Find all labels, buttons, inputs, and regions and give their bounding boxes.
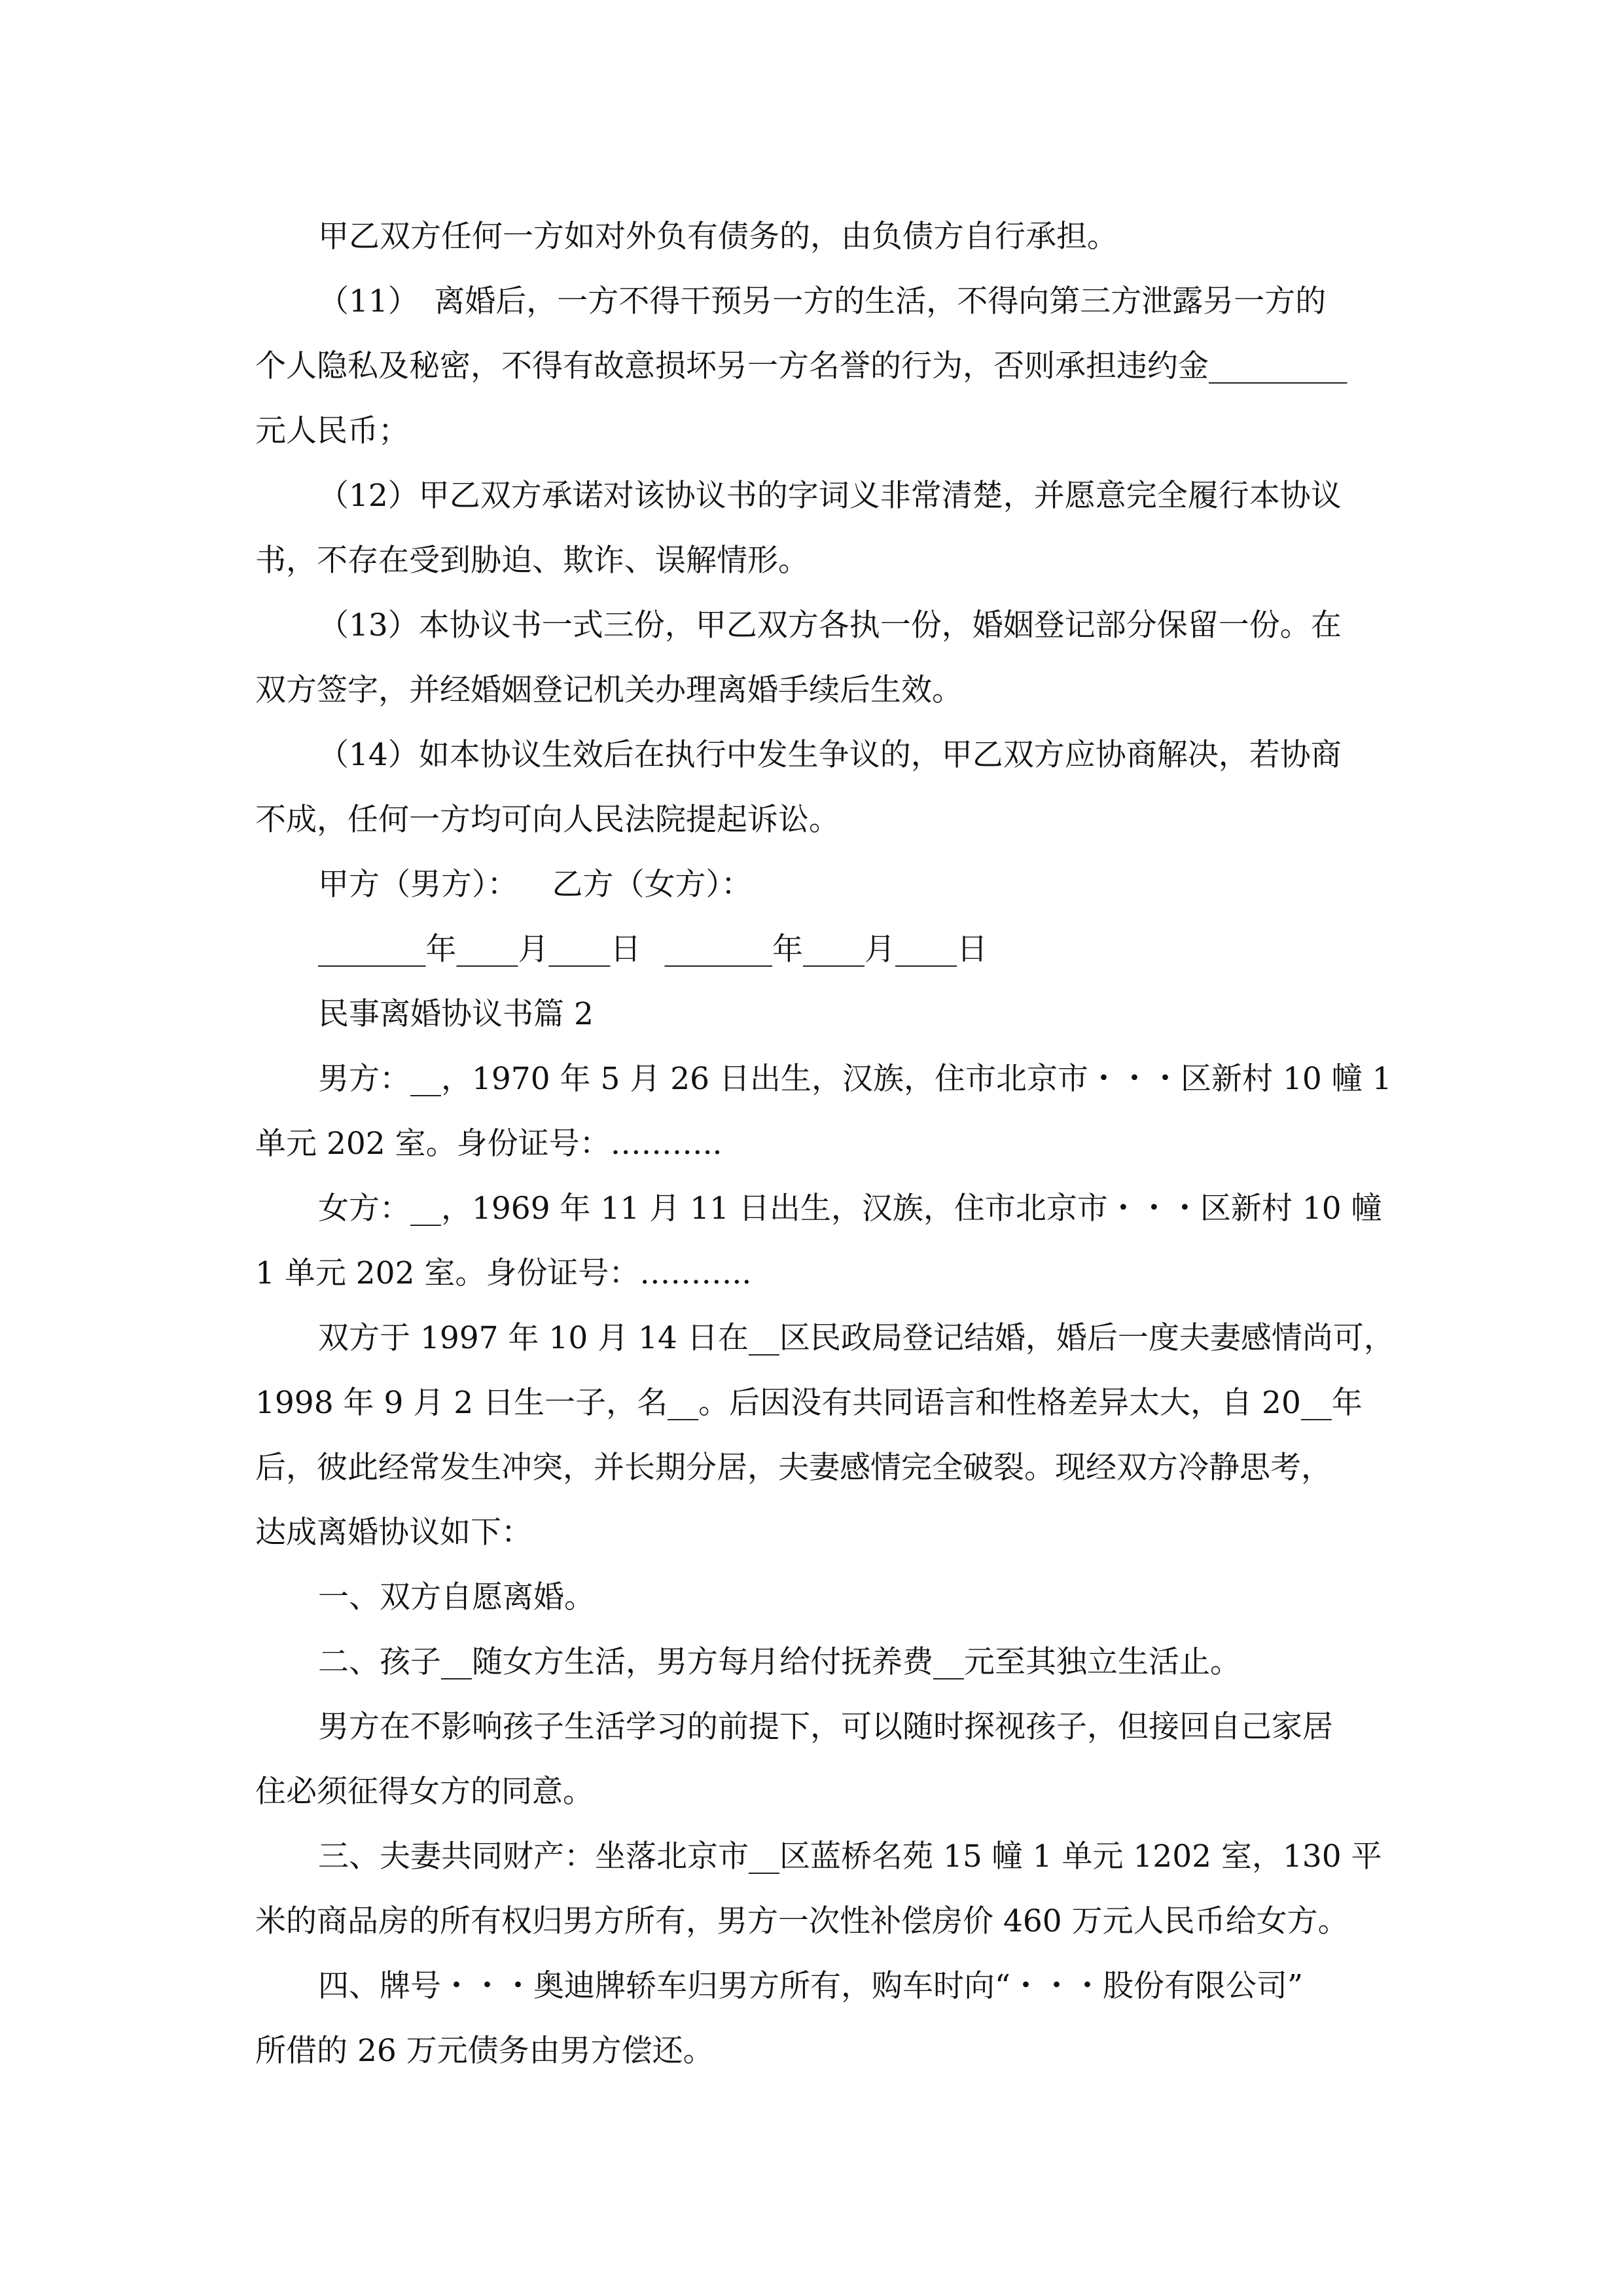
paragraph-line: 所借的 26 万元债务由男方偿还。 (255, 2033, 714, 2069)
paragraph-line: 双方于 1997 年 10 月 14 日在__区民政局登记结婚，婚后一度夫妻感情尚可， (318, 1320, 1395, 1356)
party-a-date-blank: _______年____月____日 (318, 931, 641, 967)
paragraph-line: 男方在不影响孩子生活学习的前提下，可以随时探视孩子，但接回自己家居 (318, 1709, 1333, 1745)
party-a-signature-label: 甲方（男方）： (318, 867, 518, 903)
paragraph-line: （12）甲乙双方承诺对该协议书的字词义非常清楚，并愿意完全履行本协议 (318, 478, 1342, 514)
party-b-date-blank: _______年____月____日 (664, 931, 988, 967)
paragraph-line: 1 单元 202 室。身份证号：……….. (255, 1255, 752, 1291)
date-line (255, 917, 1374, 982)
paragraph-line: 后，彼此经常发生冲突，并长期分居，夫妻感情完全破裂。现经双方冷静思考， (255, 1450, 1332, 1486)
paragraph-line: 米的商品房的所有权归男方所有，男方一次性补偿房价 460 万元人民币给女方。 (255, 1903, 1349, 1939)
paragraph-line: 四、牌号・・・奥迪牌轿车归男方所有，购车时向“・・・股份有限公司” (318, 1968, 1304, 2004)
document-body (255, 204, 1395, 2083)
signature-line (255, 852, 1374, 917)
section-title: 民事离婚协议书篇 2 (318, 996, 594, 1032)
paragraph-line: 二、孩子__随女方生活，男方每月给付抚养费__元至其独立生活止。 (318, 1644, 1241, 1680)
paragraph-line: （14）如本协议生效后在执行中发生争议的，甲乙双方应协商解决，若协商 (318, 737, 1342, 773)
paragraph-line: 男方：__，1970 年 5 月 26 日出生，汉族，住市北京市・・・区新村 10 幢 1 (318, 1061, 1392, 1097)
paragraph-line: 个人隐私及秘密，不得有故意损坏另一方名誉的行为，否则承担违约金_________ (255, 348, 1347, 384)
paragraph-line: 达成离婚协议如下： (255, 1515, 532, 1551)
party-b-signature-label: 乙方（女方）： (552, 867, 752, 903)
paragraph-line: （13）本协议书一式三份，甲乙双方各执一份，婚姻登记部分保留一份。在 (318, 607, 1342, 643)
paragraph-line: （11） 离婚后，一方不得干预另一方的生活，不得向第三方泄露另一方的 (318, 283, 1327, 319)
paragraph-line: 1998 年 9 月 2 日生一子，名__。后因没有共同语言和性格差异太大，自 20__年 (255, 1385, 1363, 1421)
paragraph-line: 单元 202 室。身份证号：……….. (255, 1126, 722, 1162)
paragraph-line: 女方：__，1969 年 11 月 11 日出生，汉族，住市北京市・・・区新村 10 幢 (318, 1191, 1382, 1227)
paragraph-line: 双方签字，并经婚姻登记机关办理离婚手续后生效。 (255, 672, 963, 708)
paragraph-line: 三、夫妻共同财产：坐落北京市__区蓝桥名苑 15 幢 1 单元 1202 室，130 平 (318, 1839, 1382, 1874)
paragraph-line: 元人民币； (255, 413, 409, 449)
paragraph-line: 一、双方自愿离婚。 (318, 1579, 595, 1615)
paragraph-line: 书，不存在受到胁迫、欺诈、误解情形。 (255, 543, 809, 579)
paragraph-line: 住必须征得女方的同意。 (255, 1774, 594, 1810)
paragraph-line: 不成，任何一方均可向人民法院提起诉讼。 (255, 802, 840, 838)
paragraph-line: 甲乙双方任何一方如对外负有债务的，由负债方自行承担。 (318, 219, 1118, 255)
